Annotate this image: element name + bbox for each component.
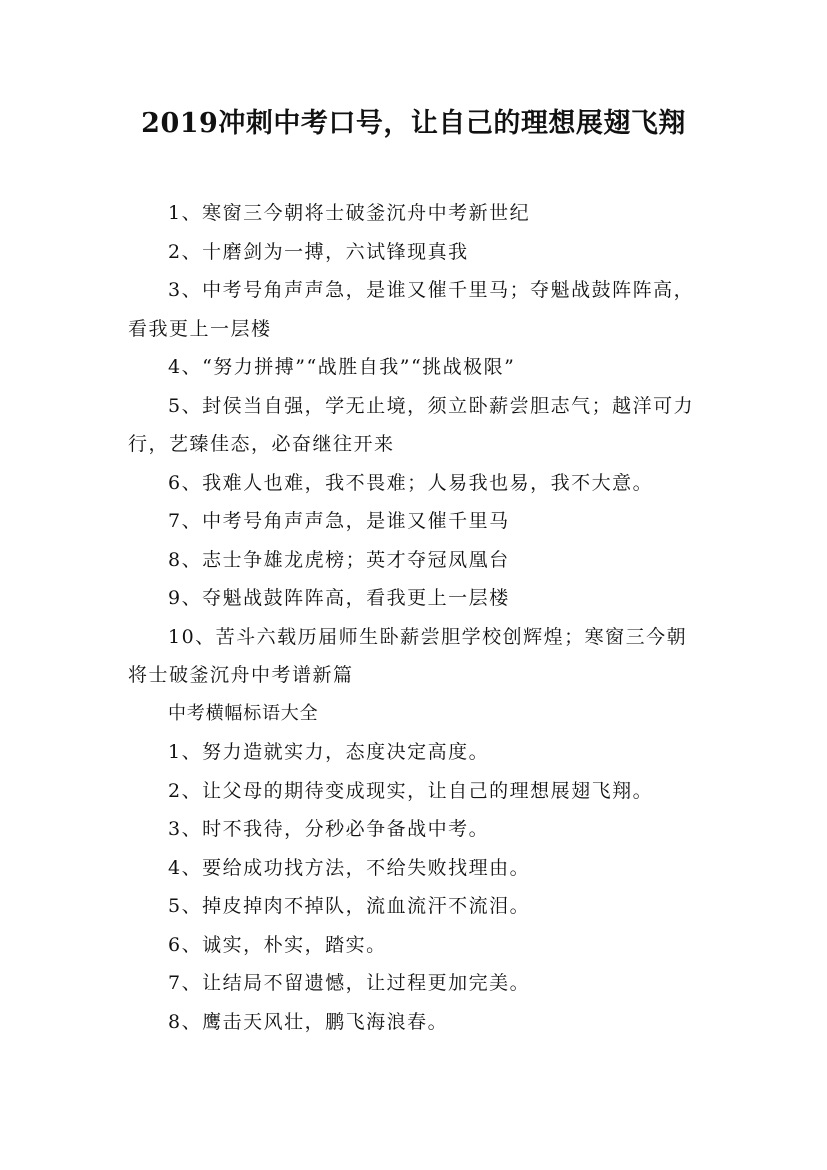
banner-item: 5、掉皮掉肉不掉队，流血流汗不流泪。 [168,895,531,917]
banner-item: 1、努力造就实力，态度决定高度。 [168,741,490,763]
banner-item: 2、让父母的期待变成现实，让自己的理想展翅飞翔。 [168,779,654,802]
banner-item: 7、让结局不留遗憾，让过程更加完美。 [168,972,531,994]
slogan-item: 6、我难人也难，我不畏难；人易我也易，我不大意。 [168,471,654,494]
banner-item: 8、鹰击天风壮，鹏飞海浪春。 [168,1010,449,1033]
document-title: 2019冲刺中考口号，让自己的理想展翅飞翔 [141,108,686,139]
slogan-item: 4、“努力拼搏”“战胜自我”“挑战极限” [168,356,516,378]
document-body [128,194,700,1041]
banner-item: 6、诚实，朴实，踏实。 [168,933,387,956]
slogan-item: 3、中考号角声声急，是谁又催千里马；夺魁战鼓阵阵高，看我更上一层楼 [128,279,695,340]
slogan-item: 5、封侯当自强，学无止境，须立卧薪尝胆志气；越洋可力行，艺臻佳态，必奋继往开来 [128,394,695,455]
banner-item: 3、时不我待，分秒必争备战中考。 [168,818,490,840]
slogan-item: 9、夺魁战鼓阵阵高，看我更上一层楼 [168,587,510,609]
slogan-item: 10、苦斗六载历届师生卧薪尝胆学校创辉煌；寒窗三今朝将士破釜沉舟中考谱新篇 [128,625,688,686]
banner-section-heading: 中考横幅标语大全 [168,702,319,724]
slogan-item: 8、志士争雄龙虎榜；英才夺冠凤凰台 [168,548,510,571]
banner-item: 4、要给成功找方法，不给失败找理由。 [168,856,531,879]
slogan-item: 7、中考号角声声急，是谁又催千里马 [168,510,510,532]
slogan-item: 2、十磨剑为一搏，六试锋现真我 [168,240,469,263]
slogan-item: 1、寒窗三今朝将士破釜沉舟中考新世纪 [168,202,531,224]
